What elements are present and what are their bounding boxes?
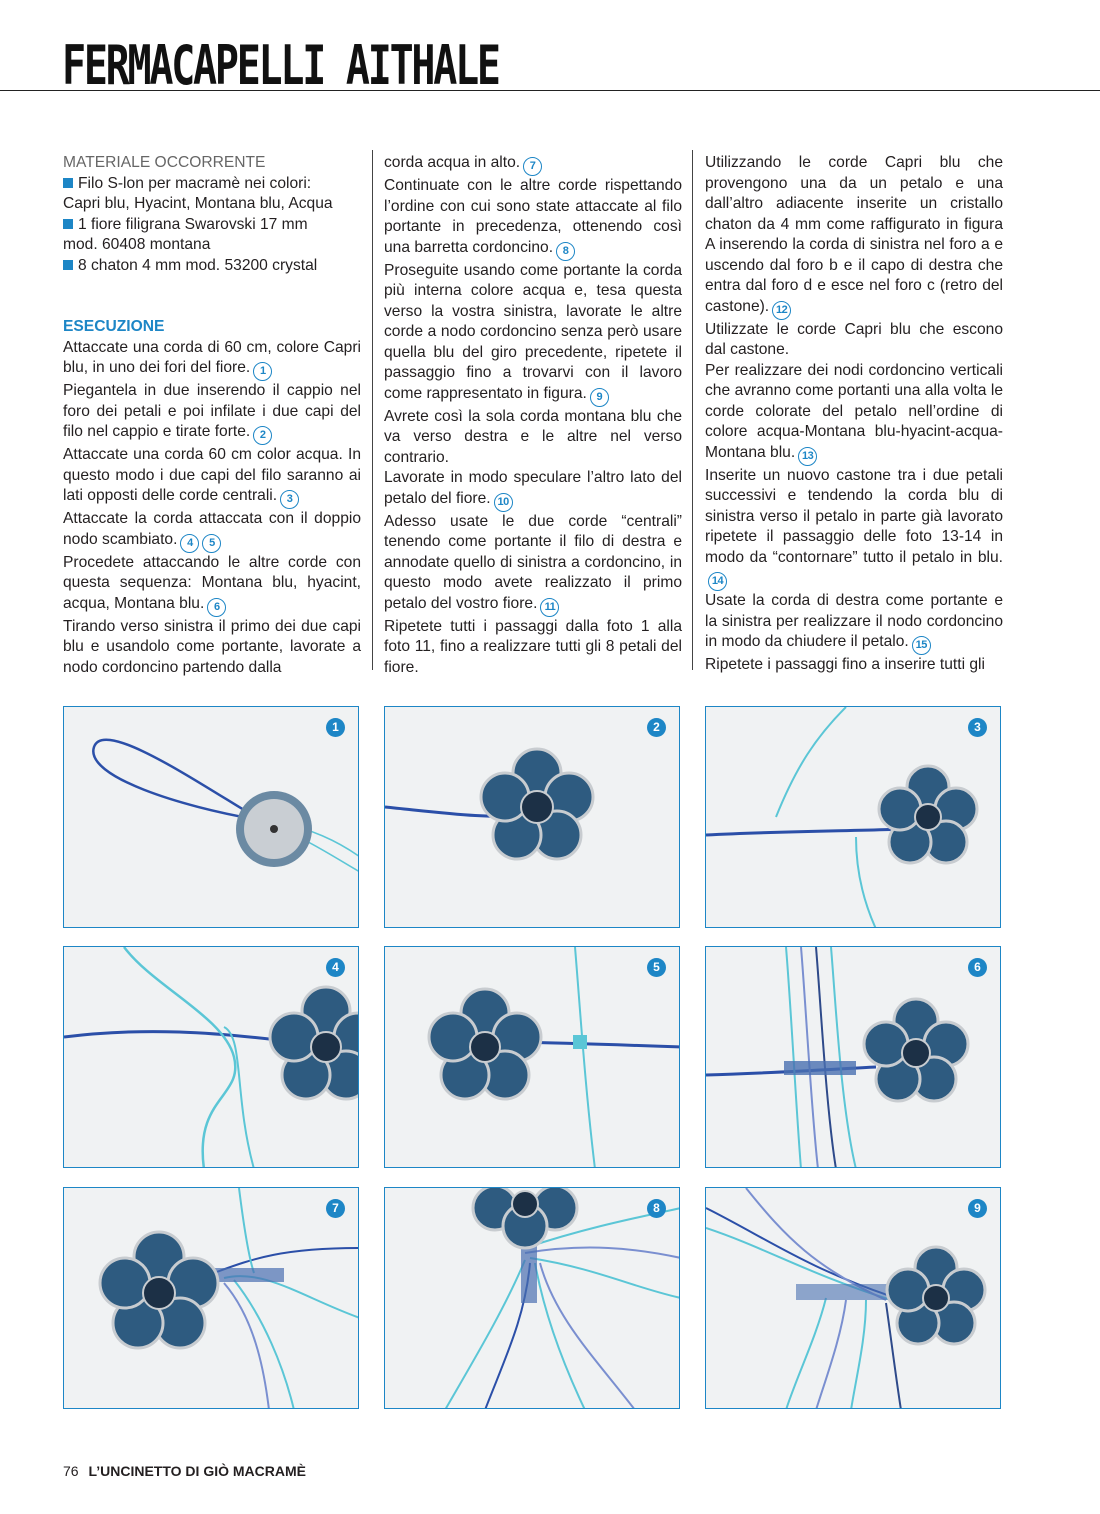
- bullet-square-icon: [63, 178, 73, 188]
- step-photo-2: [384, 706, 680, 928]
- step-number-icon: 9: [590, 388, 609, 407]
- page-title: FERMACAPELLI AITHALE: [62, 34, 499, 97]
- photo-number-badge: 4: [326, 958, 345, 977]
- photo-number-badge: 7: [326, 1199, 345, 1218]
- material-item: Capri blu, Hyacint, Montana blu, Acqua: [63, 195, 333, 212]
- instructions-text: Attaccate una corda di 60 cm, colore Capri blu, in uno dei fori del fiore. 1 Piegantela in due inserendo il cappio nel foro dei petali e poi infilate i due capi del filo nel cappio e tirate forte. 2 Attaccate una corda 60 cm color acqua. In questo modo i due capi del filo saranno ai lati opposti delle corde centrali. 3 Attaccate la corda attaccata con il doppio nodo scambiato. 4 5 Procedete attaccando le altre corde con questa sequenza: Montana blu, hyacint, acqua, Montana blu. 6 Tirando verso sinistra il primo dei due capi blu e usandolo come portante, lavorate a nodo cordoncino partendo dalla: [63, 338, 361, 676]
- step-number-icon: 15: [912, 636, 931, 655]
- step-number-icon: 13: [798, 447, 817, 466]
- material-item: 8 chaton 4 mm mod. 53200 crystal: [63, 256, 361, 277]
- step-photo-3: [705, 706, 1001, 928]
- photo-number-badge: 3: [968, 718, 987, 737]
- title-rule: [0, 90, 1100, 91]
- photo-number-badge: 1: [326, 718, 345, 737]
- magazine-name: L’UNCINETTO DI GIÒ MACRAMÈ: [88, 1463, 306, 1479]
- bullet-square-icon: [63, 260, 73, 270]
- step-number-icon: 8: [556, 242, 575, 261]
- step-photo-8: [384, 1187, 680, 1409]
- material-item: 1 fiore filigrana Swarovski 17 mm: [63, 215, 361, 236]
- step-photo-5: [384, 946, 680, 1168]
- text-column-3: Utilizzando le corde Capri blu che provengono una da un petalo e una dall’altro adiacente inserite un cristallo chaton da 4 mm come raffigurato in figura A inserendo la corda di sinistra nel foro a e uscendo dal foro b e il capo di destra che entra dal foro d e esce nel foro c (retro del castone). 12 Utilizzate le corde Capri blu che escono dal castone. Per realizzare dei nodi cordoncino verticali che avranno come portanti una alla volta le corde colorate del petalo nell’ordine di colore acqua-Montana blu-hyacint-acqua-Montana blu. 13 Inserite un nuovo castone tra i due petali successivi e tendendo la corda blu di sinistra verso il petalo in parte già lavorato ripetete il passaggio delle foto 13-14 in modo da “contornare” tutto il petalo in blu.14 Usate la corda di destra come portante e la sinistra per realizzare il nodo cordoncino in modo da chiudere il petalo. 15 Ripetete i passaggi fino a inserire tutti gli: [705, 154, 1003, 673]
- material-item: mod. 60408 montana: [63, 236, 211, 253]
- step-number-icon: 10: [494, 493, 513, 512]
- photo-number-badge: 8: [647, 1199, 666, 1218]
- step-number-icon: 4: [180, 534, 199, 553]
- step-photo-4: [63, 946, 359, 1168]
- column-divider: [692, 150, 693, 670]
- step-number-icon: 3: [280, 490, 299, 509]
- step-photo-7: [63, 1187, 359, 1409]
- step-photo-9: [705, 1187, 1001, 1409]
- page-footer: [63, 1463, 306, 1479]
- photo-number-badge: 5: [647, 958, 666, 977]
- step-number-icon: 12: [772, 301, 791, 320]
- step-number-icon: 11: [540, 598, 559, 617]
- step-number-icon: 14: [708, 572, 727, 591]
- photo-number-badge: 6: [968, 958, 987, 977]
- photo-number-badge: 2: [647, 718, 666, 737]
- step-number-icon: 7: [523, 157, 542, 176]
- step-number-icon: 1: [253, 362, 272, 381]
- step-photo-1: [63, 706, 359, 928]
- execution-heading: ESECUZIONE: [63, 318, 165, 335]
- photo-number-badge: 9: [968, 1199, 987, 1218]
- material-item: Filo S-lon per macramè nei colori:: [63, 174, 361, 195]
- step-number-icon: 6: [207, 598, 226, 617]
- step-photo-6: [705, 946, 1001, 1168]
- page-number: 76: [63, 1463, 79, 1479]
- text-column-2: corda acqua in alto. 7 Continuate con le altre corde rispettando l’ordine con cui sono state attaccate al filo portante in precedenza, ottenendo così una barretta cordoncino. 8 Proseguite usando come portante la corda più interna colore acqua e, tesa questa verso la vostra sinistra, lavorate le altre corde a nodo cordoncino senza però usare quella blu del giro precedente, ripetete il passaggio fino a trovarvi con il lavoro come rappresentato in figura. 9 Avrete così la sola corda montana blu che va verso destra e le altre nel verso contrario. Lavorate in modo speculare l’altro lato del petalo del fiore. 10 Adesso usate le due corde “centrali” tenendo come portante il filo di destra e annodate quello di sinistra a cordoncino, in questo modo avete realizzato il primo petalo del vostro fiore. 11 Ripetete tutti i passaggi dalla foto 1 alla foto 11, fino a realizzare tutti gli 8 petali del fiore.: [384, 154, 682, 676]
- text-column-1: [63, 153, 361, 678]
- bullet-square-icon: [63, 219, 73, 229]
- materials-heading: MATERIALE OCCORRENTE: [63, 154, 266, 171]
- column-divider: [372, 150, 373, 670]
- step-number-icon: 2: [253, 426, 272, 445]
- step-number-icon: 5: [202, 534, 221, 553]
